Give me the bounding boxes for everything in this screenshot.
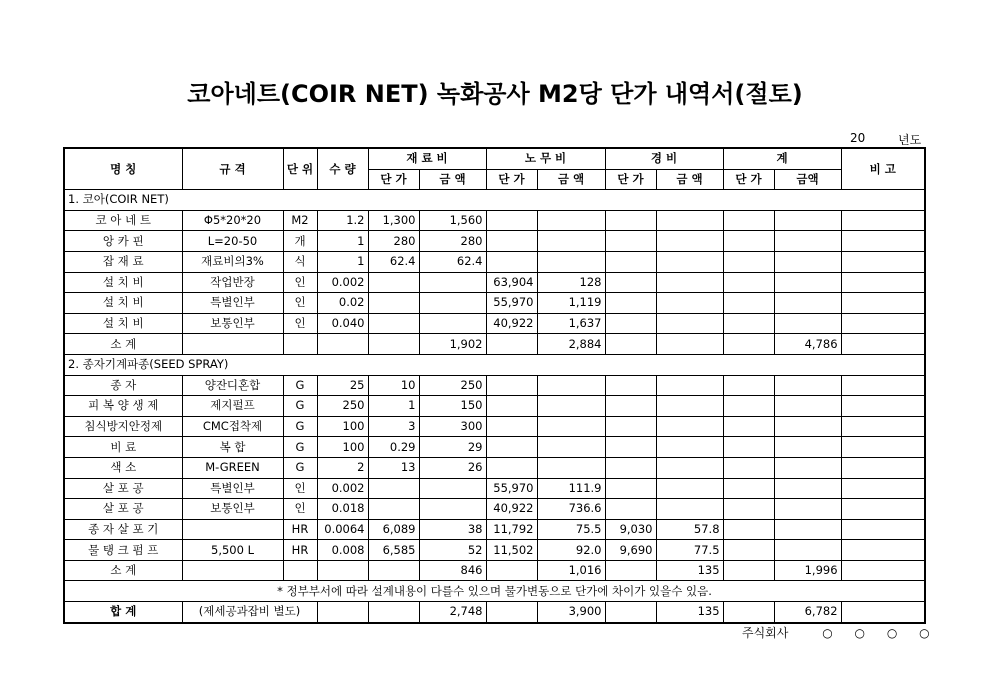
cell-t-up [723,560,774,581]
cell-unit: 인 [283,313,317,334]
cell-m-up: 10 [368,375,419,396]
cell-e-up: 9,030 [605,519,656,540]
cell-spec: 재료비의3% [182,251,283,272]
cell-m-up [368,499,419,520]
cell-remark [841,375,925,396]
cell-remark [841,416,925,437]
section-title: 2. 종자기계파종(SEED SPRAY) [64,354,925,375]
header-total-amount: 금액 [774,169,841,190]
company-circle: ○ [886,626,898,640]
cell-l-amt: 128 [537,272,605,293]
cell-spec [182,519,283,540]
section-header-row [64,190,925,211]
company-circle: ○ [854,626,865,640]
cell-e-amt [656,313,723,334]
cell-t-amt [774,457,841,478]
cell-spec [182,560,283,581]
cell-remark [841,293,925,314]
cell-qty: 0.008 [317,540,368,561]
header-spec: 규 격 [182,148,283,190]
cell-e-amt: 57.8 [656,519,723,540]
cost-breakdown-table [63,147,926,624]
cell-name: 앙 카 핀 [64,231,182,252]
header-labor-amount: 금 액 [537,169,605,190]
table-body [64,190,925,581]
cell-l-amt: 1,119 [537,293,605,314]
cell-t-amt [774,231,841,252]
cell-unit: 인 [283,272,317,293]
table-row [64,375,925,396]
cell-e-amt [656,251,723,272]
cell-m-amt: 150 [419,396,486,417]
cell-t-up [723,437,774,458]
cell-spec: 작업반장 [182,272,283,293]
cell-name: 코 아 네 트 [64,210,182,231]
cell-e-up [605,231,656,252]
cell-l-up [486,251,537,272]
cell-t-amt [774,540,841,561]
cell-qty: 1 [317,231,368,252]
cell-e-amt [656,499,723,520]
header-labor-unit-price: 단 가 [486,169,537,190]
cell-l-amt: 2,884 [537,334,605,355]
cell-l-amt [537,251,605,272]
cell-l-up: 55,970 [486,478,537,499]
cell-e-amt [656,334,723,355]
cell-e-up [605,560,656,581]
table-row [64,478,925,499]
grand-total-labor-up [486,602,537,623]
cell-spec: L=20-50 [182,231,283,252]
cell-e-amt [656,416,723,437]
cell-m-up [368,478,419,499]
cell-m-amt: 26 [419,457,486,478]
cell-l-up: 40,922 [486,313,537,334]
grand-total-label: 합 계 [64,602,182,623]
cell-qty [317,560,368,581]
cell-l-up [486,231,537,252]
cell-l-amt [537,437,605,458]
cell-m-up: 6,089 [368,519,419,540]
table-row [64,457,925,478]
section-title: 1. 코아(COIR NET) [64,190,925,211]
cell-m-up [368,560,419,581]
header-remark: 비 고 [841,148,925,190]
cell-spec: 보통인부 [182,313,283,334]
cell-t-up [723,478,774,499]
cell-unit [283,334,317,355]
cell-e-amt: 77.5 [656,540,723,561]
cell-m-amt [419,272,486,293]
cell-remark [841,437,925,458]
cell-l-up [486,396,537,417]
cell-qty: 0.0064 [317,519,368,540]
table-row [64,540,925,561]
cell-t-up [723,416,774,437]
cell-e-up [605,334,656,355]
cell-qty: 100 [317,437,368,458]
cell-qty: 0.018 [317,499,368,520]
note-row [64,581,925,602]
cell-name: 설 치 비 [64,272,182,293]
cell-unit: G [283,396,317,417]
table-row [64,560,925,581]
cell-t-amt [774,293,841,314]
cell-t-up [723,272,774,293]
table-row [64,251,925,272]
cell-unit: G [283,457,317,478]
cell-e-up [605,375,656,396]
cell-unit: 인 [283,478,317,499]
cell-remark [841,478,925,499]
table-row [64,272,925,293]
header-row-1 [64,148,925,169]
cell-e-up [605,416,656,437]
cell-e-amt [656,210,723,231]
grand-total-total-amount: 6,782 [774,602,841,623]
cell-spec: 특별인부 [182,478,283,499]
cell-name: 설 치 비 [64,313,182,334]
company-circle: ○ [919,626,930,640]
cell-t-amt [774,313,841,334]
cell-m-amt [419,478,486,499]
cell-name: 잡 재 료 [64,251,182,272]
grand-total-labor-amount: 3,900 [537,602,605,623]
cell-l-amt: 75.5 [537,519,605,540]
cell-m-up: 1 [368,396,419,417]
cell-e-up [605,499,656,520]
cell-qty: 0.040 [317,313,368,334]
company-label: 주식회사 [742,626,789,640]
cell-name: 종 자 살 포 기 [64,519,182,540]
cell-qty: 1 [317,251,368,272]
cell-m-amt [419,499,486,520]
cell-m-up: 62.4 [368,251,419,272]
table-row [64,416,925,437]
cell-unit: G [283,375,317,396]
cell-l-amt: 736.6 [537,499,605,520]
header-expense-amount: 금 액 [656,169,723,190]
cell-m-up: 13 [368,457,419,478]
cell-qty: 0.02 [317,293,368,314]
cell-m-up [368,334,419,355]
cell-qty: 0.002 [317,272,368,293]
cell-unit: 인 [283,499,317,520]
grand-total-expense-amount: 135 [656,602,723,623]
cell-name: 피 복 양 생 제 [64,396,182,417]
cell-l-up: 11,792 [486,519,537,540]
cell-qty: 250 [317,396,368,417]
cell-l-up: 40,922 [486,499,537,520]
table-row [64,519,925,540]
header-total-unit-price: 단 가 [723,169,774,190]
cell-spec: Φ5*20*20 [182,210,283,231]
cell-e-up [605,478,656,499]
cell-remark [841,519,925,540]
cell-l-up [486,560,537,581]
cell-remark [841,457,925,478]
cell-l-amt: 92.0 [537,540,605,561]
cell-l-amt: 1,016 [537,560,605,581]
cell-e-amt [656,437,723,458]
cell-t-up [723,519,774,540]
cell-qty: 1.2 [317,210,368,231]
cell-t-up [723,396,774,417]
cell-spec: 특별인부 [182,293,283,314]
cell-m-amt: 280 [419,231,486,252]
cell-qty: 2 [317,457,368,478]
table-row [64,396,925,417]
cell-t-up [723,293,774,314]
table-row [64,313,925,334]
grand-total-spec: (제세공과잡비 별도) [182,602,317,623]
cell-remark [841,334,925,355]
cell-e-amt [656,375,723,396]
cell-t-up [723,457,774,478]
cell-e-amt [656,478,723,499]
cell-e-up [605,251,656,272]
cell-name: 소 계 [64,334,182,355]
cell-m-up: 280 [368,231,419,252]
cell-l-amt [537,457,605,478]
cell-l-amt [537,210,605,231]
cell-e-up [605,313,656,334]
header-unit: 단 위 [283,148,317,190]
cell-t-up [723,334,774,355]
cell-unit: 인 [283,293,317,314]
year-number: 20 [850,131,866,145]
cell-spec: CMC접착제 [182,416,283,437]
company-circle: ○ [822,626,833,640]
cell-t-up [723,251,774,272]
cell-l-up: 55,970 [486,293,537,314]
cell-l-up: 63,904 [486,272,537,293]
cell-remark [841,540,925,561]
cell-qty: 25 [317,375,368,396]
cell-t-up [723,210,774,231]
cell-l-amt [537,396,605,417]
cell-name: 물 탱 크 펌 프 [64,540,182,561]
cell-l-amt: 1,637 [537,313,605,334]
cell-m-amt: 1,560 [419,210,486,231]
cell-name: 종 자 [64,375,182,396]
cell-remark [841,560,925,581]
cell-t-amt [774,416,841,437]
cell-unit [283,560,317,581]
cell-m-amt [419,313,486,334]
cell-name: 살 포 공 [64,499,182,520]
header-material-unit-price: 단 가 [368,169,419,190]
cell-remark [841,231,925,252]
cell-spec: M-GREEN [182,457,283,478]
grand-total-total-up [723,602,774,623]
header-qty: 수 량 [317,148,368,190]
cell-e-up: 9,690 [605,540,656,561]
cell-m-up: 3 [368,416,419,437]
cell-e-up [605,457,656,478]
cell-qty: 100 [317,416,368,437]
cell-m-up [368,313,419,334]
cell-t-amt [774,251,841,272]
cell-l-up [486,457,537,478]
cell-m-amt: 846 [419,560,486,581]
cell-t-up [723,499,774,520]
cell-e-amt [656,231,723,252]
cell-l-up [486,375,537,396]
document-title: 코아네트(COIR NET) 녹화공사 M2당 단가 내역서(절토) [187,80,803,108]
cell-m-amt [419,293,486,314]
cell-m-amt: 1,902 [419,334,486,355]
cell-name: 소 계 [64,560,182,581]
company-signature [742,624,930,641]
cell-e-up [605,272,656,293]
cell-m-up [368,272,419,293]
cell-spec: 보통인부 [182,499,283,520]
grand-total-material-up [368,602,419,623]
header-labor: 노 무 비 [486,148,605,169]
cell-l-up [486,334,537,355]
cell-remark [841,396,925,417]
cell-l-up [486,416,537,437]
cell-unit: HR [283,540,317,561]
cell-t-amt [774,375,841,396]
cell-e-up [605,396,656,417]
cell-name: 색 소 [64,457,182,478]
cell-name: 비 료 [64,437,182,458]
cell-t-amt [774,272,841,293]
cell-qty: 0.002 [317,478,368,499]
cell-t-amt [774,210,841,231]
cell-t-amt [774,519,841,540]
grand-total-row [64,602,925,623]
cell-m-amt: 38 [419,519,486,540]
cell-e-up [605,293,656,314]
cell-m-amt: 300 [419,416,486,437]
cell-t-amt [774,437,841,458]
cell-name: 설 치 비 [64,293,182,314]
cell-name: 침식방지안정제 [64,416,182,437]
cell-m-up [368,293,419,314]
cell-remark [841,272,925,293]
cell-e-amt [656,396,723,417]
cell-unit: G [283,437,317,458]
cell-spec [182,334,283,355]
cell-spec: 제지펄프 [182,396,283,417]
cell-remark [841,251,925,272]
cell-t-up [723,540,774,561]
cell-remark [841,499,925,520]
grand-total-material-amount: 2,748 [419,602,486,623]
cell-e-amt [656,293,723,314]
cell-remark [841,210,925,231]
year-unit: 년도 [898,133,922,147]
cell-t-amt [774,478,841,499]
cell-l-amt: 111.9 [537,478,605,499]
cell-m-amt: 250 [419,375,486,396]
cell-m-up: 0.29 [368,437,419,458]
table-row [64,210,925,231]
cell-m-up: 1,300 [368,210,419,231]
cell-e-up [605,210,656,231]
cell-spec: 양잔디혼합 [182,375,283,396]
grand-total-remark [841,602,925,623]
cell-unit: HR [283,519,317,540]
cell-t-amt [774,396,841,417]
cell-m-amt: 62.4 [419,251,486,272]
cell-t-up [723,231,774,252]
cell-m-amt: 29 [419,437,486,458]
grand-total-expense-up [605,602,656,623]
cell-l-amt [537,231,605,252]
cell-spec: 복 합 [182,437,283,458]
section-header-row [64,354,925,375]
cell-e-amt [656,272,723,293]
cell-t-amt [774,499,841,520]
table-row [64,499,925,520]
cell-unit: G [283,416,317,437]
cell-e-amt: 135 [656,560,723,581]
header-expense-unit-price: 단 가 [605,169,656,190]
header-material: 재 료 비 [368,148,486,169]
header-name: 명 칭 [64,148,182,190]
table-row [64,231,925,252]
cell-l-up [486,437,537,458]
table-row [64,437,925,458]
cell-l-amt [537,375,605,396]
cell-e-up [605,437,656,458]
cell-unit: 개 [283,231,317,252]
cell-m-amt: 52 [419,540,486,561]
header-expense: 경 비 [605,148,723,169]
cell-t-amt: 1,996 [774,560,841,581]
cell-remark [841,313,925,334]
cell-unit: M2 [283,210,317,231]
table-row [64,334,925,355]
grand-total-qty [317,602,368,623]
cell-e-amt [656,457,723,478]
cell-name: 살 포 공 [64,478,182,499]
cell-qty [317,334,368,355]
cell-spec: 5,500 L [182,540,283,561]
note-text: * 정부부서에 따라 설계내용이 다를수 있으며 물가변동으로 단가에 차이가 있을수 있음. [64,581,925,602]
cell-l-amt [537,416,605,437]
cell-l-up: 11,502 [486,540,537,561]
header-total: 계 [723,148,841,169]
cell-t-amt: 4,786 [774,334,841,355]
table-row [64,293,925,314]
header-material-amount: 금 액 [419,169,486,190]
cell-unit: 식 [283,251,317,272]
cell-t-up [723,313,774,334]
cell-t-up [723,375,774,396]
cell-l-up [486,210,537,231]
cell-m-up: 6,585 [368,540,419,561]
